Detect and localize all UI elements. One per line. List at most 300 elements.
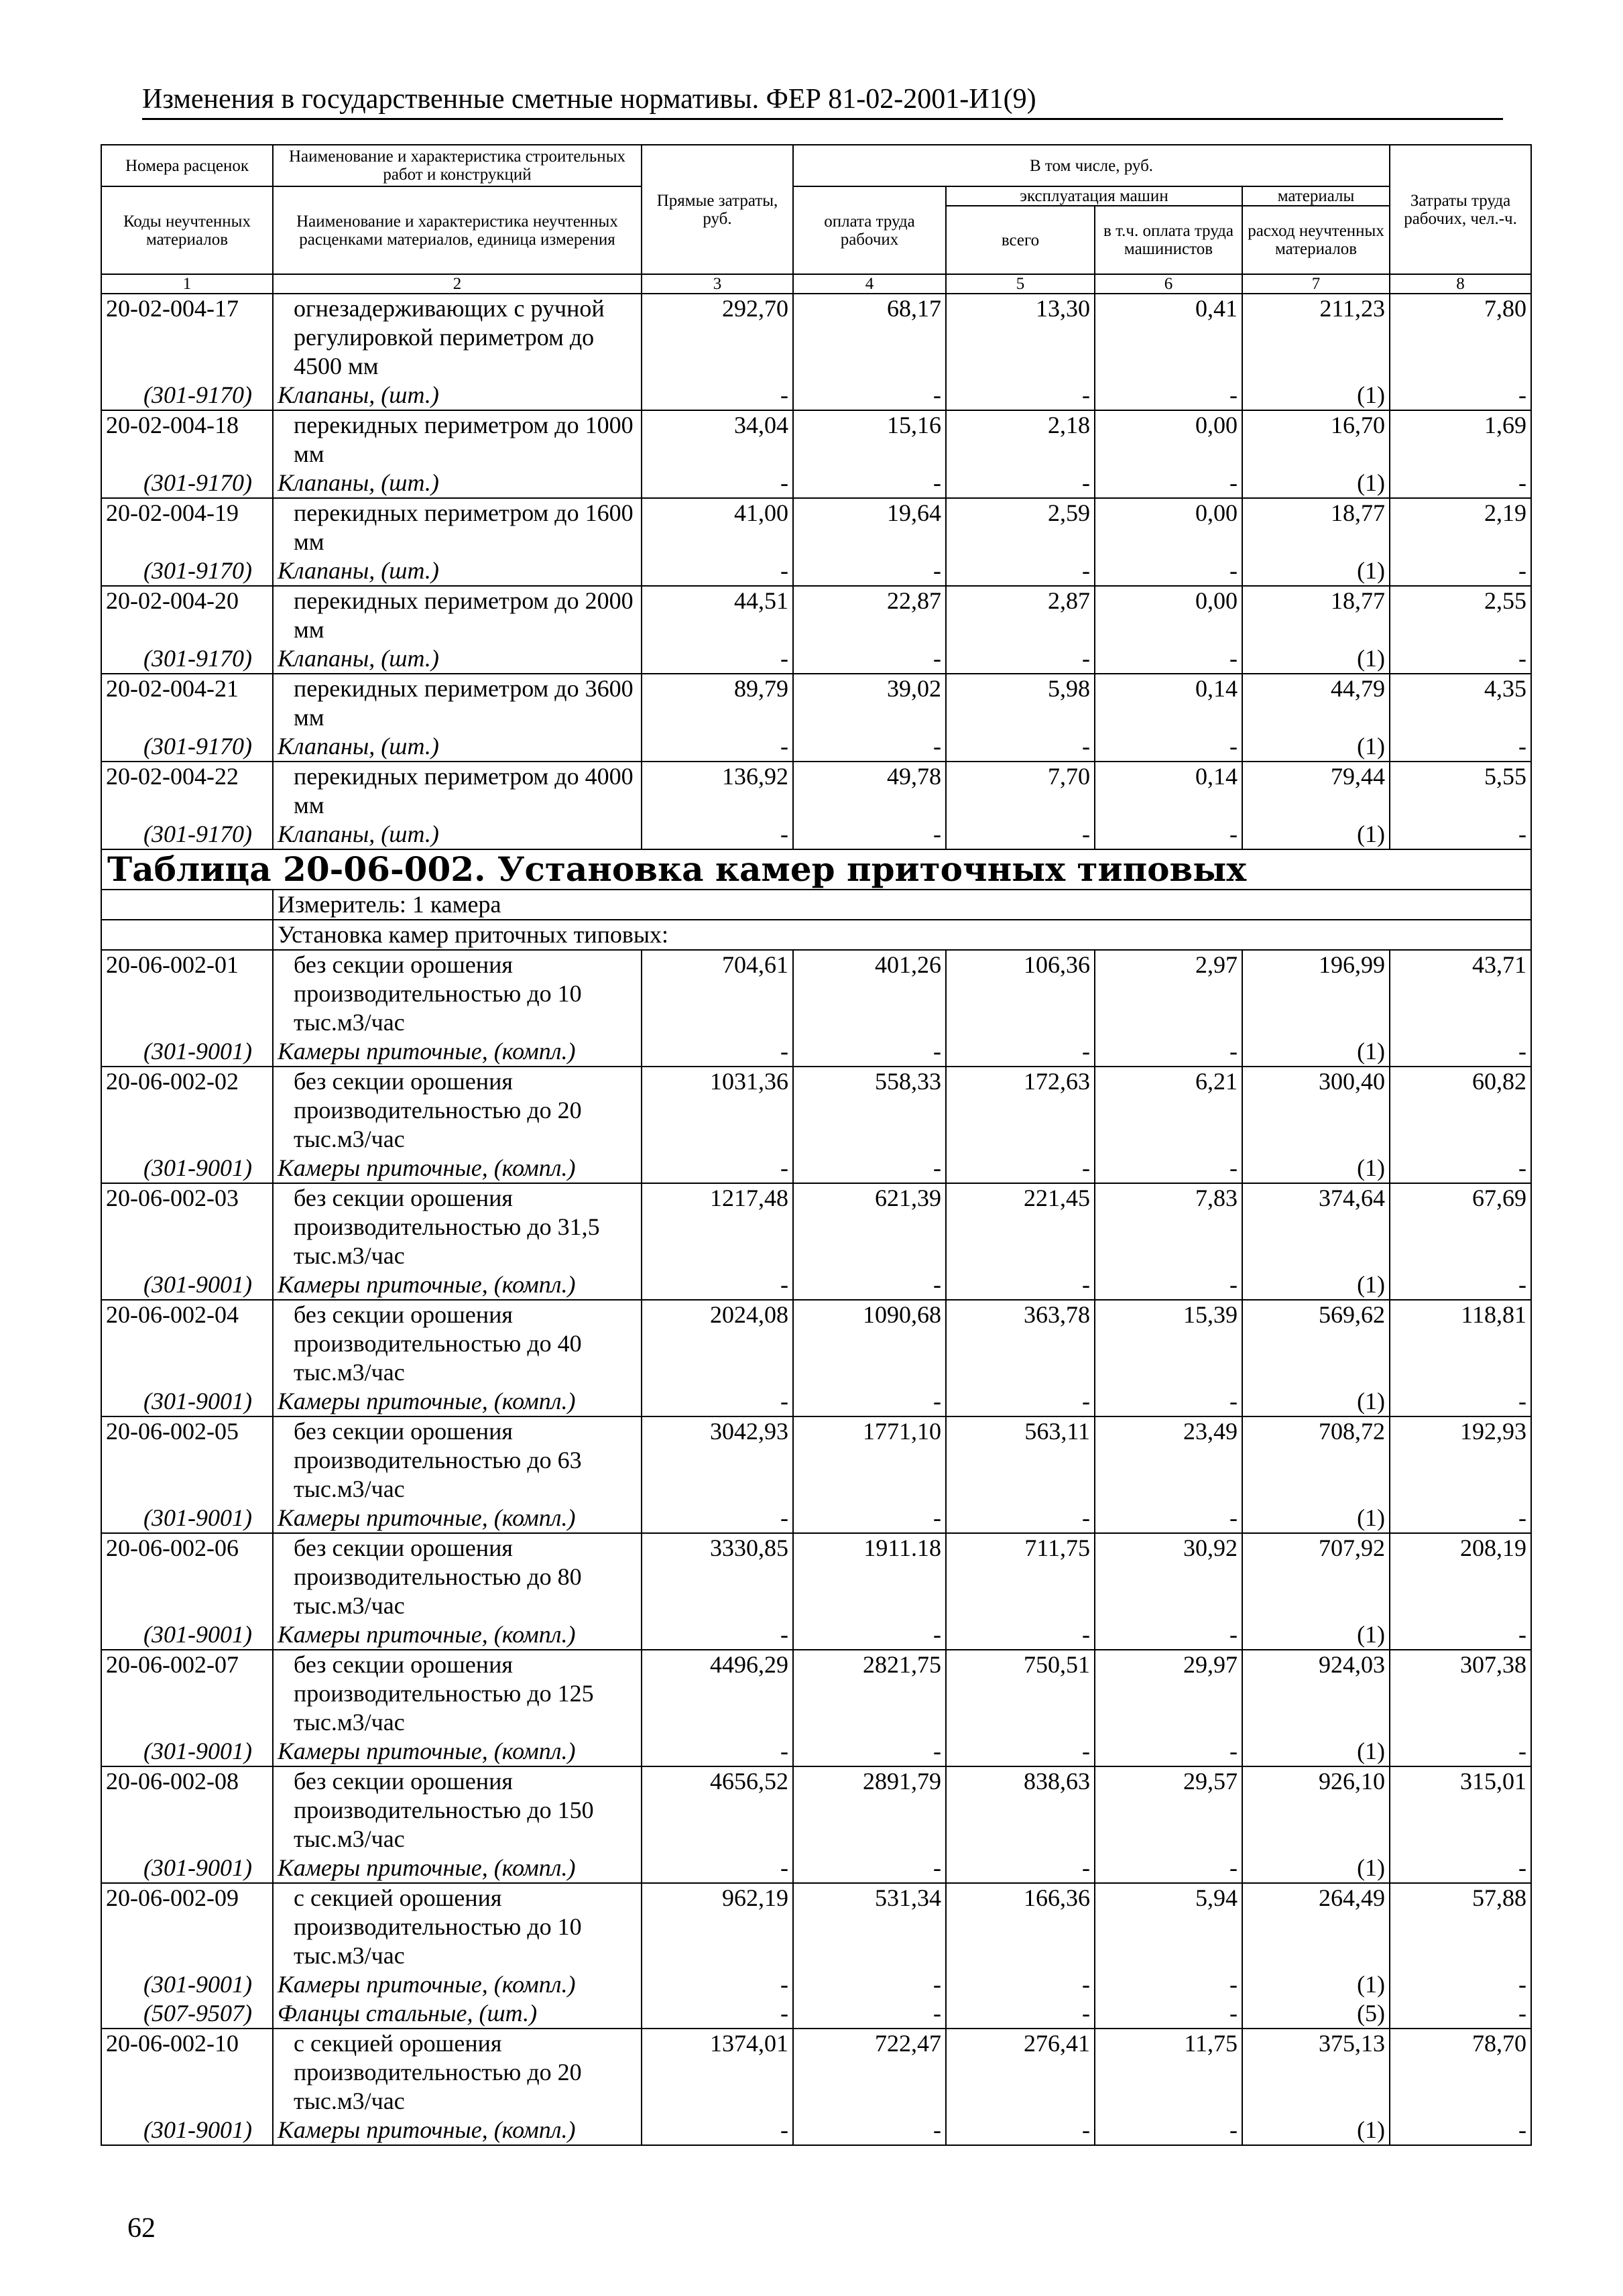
material-name: Камеры приточные, (компл.) <box>273 1154 642 1183</box>
material-value: - <box>1095 469 1242 498</box>
material-code: (301-9170) <box>101 732 273 762</box>
material-value: - <box>642 644 793 674</box>
table-meter: Измеритель: 1 камера <box>273 890 1531 920</box>
rate-code: 20-02-004-20 <box>101 586 273 644</box>
rate-value: 264,49 <box>1242 1883 1390 1970</box>
material-value: - <box>793 1970 946 1999</box>
col-machines-total-header: всего <box>946 206 1095 274</box>
col-materials-header: материалы <box>1242 186 1390 206</box>
material-row <box>101 381 1531 410</box>
material-value: - <box>642 1037 793 1067</box>
material-value: - <box>793 1154 946 1183</box>
rate-value: 2821,75 <box>793 1650 946 1737</box>
material-value: - <box>946 1387 1095 1416</box>
material-name: Фланцы стальные, (шт.) <box>273 1999 642 2029</box>
rate-value: 41,00 <box>642 498 793 556</box>
material-value: - <box>793 1854 946 1883</box>
rate-value: 0,00 <box>1095 410 1242 469</box>
rate-value: 1374,01 <box>642 2029 793 2116</box>
material-value: - <box>946 1999 1095 2029</box>
rate-value: 558,33 <box>793 1067 946 1154</box>
material-value: - <box>946 1154 1095 1183</box>
material-name: Камеры приточные, (компл.) <box>273 1504 642 1533</box>
rate-value: 67,69 <box>1390 1183 1531 1270</box>
column-number: 7 <box>1242 274 1390 294</box>
rate-value: 39,02 <box>793 674 946 732</box>
rates-table <box>101 144 1532 2146</box>
material-code: (301-9170) <box>101 644 273 674</box>
material-value: (5) <box>1242 1999 1390 2029</box>
material-code: (301-9001) <box>101 1970 273 1999</box>
rate-value: 44,79 <box>1242 674 1390 732</box>
material-value: - <box>642 556 793 586</box>
rate-value: 1031,36 <box>642 1067 793 1154</box>
material-code: (507-9507) <box>101 1999 273 2029</box>
material-value: - <box>946 1970 1095 1999</box>
rate-value: 7,70 <box>946 762 1095 820</box>
rate-name: перекидных периметром до 3600 мм <box>273 674 642 732</box>
material-row <box>101 1037 1531 1067</box>
group-title: Установка камер приточных типовых: <box>273 920 1531 950</box>
material-value: - <box>1390 1387 1531 1416</box>
material-value: - <box>1095 1504 1242 1533</box>
rate-row <box>101 586 1531 644</box>
material-value: - <box>642 1504 793 1533</box>
col-labor-header: Затраты труда рабочих, чел.-ч. <box>1390 145 1531 274</box>
material-value: - <box>1390 1999 1531 2029</box>
rate-value: 15,39 <box>1095 1300 1242 1387</box>
material-value: - <box>793 1270 946 1300</box>
rate-name: без секции орошения производительностью до 125 тыс.м3/час <box>273 1650 642 1737</box>
material-value: - <box>642 1154 793 1183</box>
material-value: - <box>946 644 1095 674</box>
material-value: - <box>793 1387 946 1416</box>
material-name: Камеры приточные, (компл.) <box>273 1037 642 1067</box>
material-value: - <box>1390 1504 1531 1533</box>
material-value: - <box>793 732 946 762</box>
material-row <box>101 1620 1531 1650</box>
rate-row <box>101 410 1531 469</box>
rate-value: 838,63 <box>946 1766 1095 1854</box>
material-value: - <box>946 381 1095 410</box>
rate-code: 20-02-004-21 <box>101 674 273 732</box>
rate-row <box>101 674 1531 732</box>
rate-name: без секции орошения производительностью до 31,5 тыс.м3/час <box>273 1183 642 1270</box>
rate-value: 22,87 <box>793 586 946 644</box>
rate-value: 2,55 <box>1390 586 1531 644</box>
material-value: - <box>793 644 946 674</box>
material-row <box>101 1970 1531 1999</box>
material-value: - <box>1095 1999 1242 2029</box>
rate-code: 20-06-002-01 <box>101 950 273 1037</box>
material-row <box>101 2116 1531 2145</box>
material-value: - <box>793 1504 946 1533</box>
material-name: Камеры приточные, (компл.) <box>273 1270 642 1300</box>
column-number: 8 <box>1390 274 1531 294</box>
rate-code: 20-06-002-03 <box>101 1183 273 1270</box>
material-value: - <box>642 2116 793 2145</box>
page-number: 62 <box>127 2213 156 2244</box>
material-value: - <box>1390 1970 1531 1999</box>
rate-value: 13,30 <box>946 294 1095 381</box>
rate-value: 1771,10 <box>793 1416 946 1504</box>
material-value: - <box>1390 2116 1531 2145</box>
material-value: (1) <box>1242 1620 1390 1650</box>
rate-value: 11,75 <box>1095 2029 1242 2116</box>
material-value: - <box>793 381 946 410</box>
material-name: Клапаны, (шт.) <box>273 820 642 849</box>
material-code: (301-9170) <box>101 469 273 498</box>
rate-value: 18,77 <box>1242 586 1390 644</box>
material-value: - <box>1095 381 1242 410</box>
material-code: (301-9001) <box>101 1270 273 1300</box>
material-name: Клапаны, (шт.) <box>273 556 642 586</box>
material-value: - <box>1095 1154 1242 1183</box>
col-material-consumption-header: расход неучтенных материалов <box>1242 206 1390 274</box>
rate-value: 621,39 <box>793 1183 946 1270</box>
rate-row <box>101 1300 1531 1387</box>
rate-name: с секцией орошения производительностью до 20 тыс.м3/час <box>273 2029 642 2116</box>
col-group-header: В том числе, руб. <box>793 145 1390 186</box>
material-value: - <box>642 381 793 410</box>
rate-value: 78,70 <box>1390 2029 1531 2116</box>
rate-value: 34,04 <box>642 410 793 469</box>
rate-code: 20-06-002-10 <box>101 2029 273 2116</box>
rate-value: 401,26 <box>793 950 946 1037</box>
rate-value: 172,63 <box>946 1067 1095 1154</box>
rate-code: 20-02-004-17 <box>101 294 273 381</box>
rate-value: 16,70 <box>1242 410 1390 469</box>
material-value: - <box>793 469 946 498</box>
material-value: - <box>642 469 793 498</box>
material-value: - <box>1095 1620 1242 1650</box>
material-value: - <box>793 1999 946 2029</box>
rate-value: 2,18 <box>946 410 1095 469</box>
col-machinist-pay-header: в т.ч. оплата труда машинистов <box>1095 206 1242 274</box>
rate-value: 18,77 <box>1242 498 1390 556</box>
material-value: - <box>1390 644 1531 674</box>
rate-value: 276,41 <box>946 2029 1095 2116</box>
rate-value: 375,13 <box>1242 2029 1390 2116</box>
material-code: (301-9001) <box>101 1504 273 1533</box>
material-value: - <box>946 1737 1095 1766</box>
rate-code: 20-06-002-07 <box>101 1650 273 1737</box>
material-row <box>101 644 1531 674</box>
rate-row <box>101 2029 1531 2116</box>
material-row <box>101 1270 1531 1300</box>
rate-value: 2,59 <box>946 498 1095 556</box>
material-value: - <box>793 1037 946 1067</box>
rate-value: 29,97 <box>1095 1650 1242 1737</box>
material-code: (301-9001) <box>101 1854 273 1883</box>
material-value: - <box>946 469 1095 498</box>
rate-value: 315,01 <box>1390 1766 1531 1854</box>
rate-value: 0,14 <box>1095 674 1242 732</box>
rate-value: 374,64 <box>1242 1183 1390 1270</box>
material-value: - <box>1390 820 1531 849</box>
material-value: - <box>793 2116 946 2145</box>
material-value: - <box>642 1737 793 1766</box>
material-code: (301-9001) <box>101 1620 273 1650</box>
rate-code: 20-02-004-19 <box>101 498 273 556</box>
rate-value: 4,35 <box>1390 674 1531 732</box>
material-value: - <box>1390 1737 1531 1766</box>
material-value: (1) <box>1242 469 1390 498</box>
material-value: - <box>1390 732 1531 762</box>
rate-value: 19,64 <box>793 498 946 556</box>
rate-code: 20-06-002-08 <box>101 1766 273 1854</box>
material-value: - <box>1390 381 1531 410</box>
material-value: - <box>642 1387 793 1416</box>
rate-value: 192,93 <box>1390 1416 1531 1504</box>
material-name: Камеры приточные, (компл.) <box>273 2116 642 2145</box>
rate-value: 7,83 <box>1095 1183 1242 1270</box>
material-value: - <box>642 1854 793 1883</box>
rate-value: 750,51 <box>946 1650 1095 1737</box>
material-value: - <box>1095 1387 1242 1416</box>
rate-value: 2891,79 <box>793 1766 946 1854</box>
rate-value: 23,49 <box>1095 1416 1242 1504</box>
material-value: - <box>946 1620 1095 1650</box>
rate-value: 60,82 <box>1390 1067 1531 1154</box>
material-value: - <box>642 732 793 762</box>
rate-value: 0,00 <box>1095 586 1242 644</box>
material-value: - <box>793 1620 946 1650</box>
material-name: Камеры приточные, (компл.) <box>273 1737 642 1766</box>
material-code: (301-9001) <box>101 1154 273 1183</box>
rate-row <box>101 950 1531 1037</box>
rate-value: 208,19 <box>1390 1533 1531 1620</box>
material-code: (301-9001) <box>101 1387 273 1416</box>
material-value: - <box>946 1037 1095 1067</box>
material-value: - <box>946 1270 1095 1300</box>
rate-value: 1,69 <box>1390 410 1531 469</box>
material-value: - <box>1095 556 1242 586</box>
rate-value: 5,55 <box>1390 762 1531 820</box>
material-row <box>101 732 1531 762</box>
material-value: - <box>1390 1854 1531 1883</box>
rate-value: 211,23 <box>1242 294 1390 381</box>
material-code: (301-9170) <box>101 820 273 849</box>
rate-value: 2,97 <box>1095 950 1242 1037</box>
material-row <box>101 1154 1531 1183</box>
rate-name: с секцией орошения производительностью до 10 тыс.м3/час <box>273 1883 642 1970</box>
rate-name: без секции орошения производительностью до 150 тыс.м3/час <box>273 1766 642 1854</box>
rate-value: 2,87 <box>946 586 1095 644</box>
material-value: (1) <box>1242 1270 1390 1300</box>
material-value: - <box>946 556 1095 586</box>
material-value: - <box>946 2116 1095 2145</box>
material-value: - <box>946 1504 1095 1533</box>
material-value: - <box>642 1999 793 2029</box>
rate-value: 5,98 <box>946 674 1095 732</box>
rate-code: 20-06-002-05 <box>101 1416 273 1504</box>
rate-row <box>101 1067 1531 1154</box>
col-machines-header: эксплуатация машин <box>946 186 1242 206</box>
col-direct-costs-header: Прямые затраты, руб. <box>642 145 793 274</box>
column-number-row <box>101 274 1531 294</box>
material-value: - <box>1095 1737 1242 1766</box>
material-value: - <box>946 732 1095 762</box>
material-name: Клапаны, (шт.) <box>273 732 642 762</box>
rate-value: 722,47 <box>793 2029 946 2116</box>
rate-value: 2024,08 <box>642 1300 793 1387</box>
column-number: 1 <box>101 274 273 294</box>
material-name: Камеры приточные, (компл.) <box>273 1620 642 1650</box>
material-value: (1) <box>1242 1504 1390 1533</box>
rate-name: перекидных периметром до 4000 мм <box>273 762 642 820</box>
material-value: (1) <box>1242 1970 1390 1999</box>
material-name: Камеры приточные, (компл.) <box>273 1854 642 1883</box>
rate-value: 4656,52 <box>642 1766 793 1854</box>
material-value: - <box>1390 556 1531 586</box>
rate-value: 3330,85 <box>642 1533 793 1620</box>
rate-row <box>101 762 1531 820</box>
rate-code: 20-06-002-09 <box>101 1883 273 1970</box>
material-value: - <box>1095 1970 1242 1999</box>
rate-code: 20-02-004-22 <box>101 762 273 820</box>
rate-value: 29,57 <box>1095 1766 1242 1854</box>
rate-value: 711,75 <box>946 1533 1095 1620</box>
rate-value: 136,92 <box>642 762 793 820</box>
rate-row <box>101 1883 1531 1970</box>
rate-name: без секции орошения производительностью до 80 тыс.м3/час <box>273 1533 642 1620</box>
rate-value: 962,19 <box>642 1883 793 1970</box>
material-row <box>101 469 1531 498</box>
rate-value: 166,36 <box>946 1883 1095 1970</box>
rate-value: 4496,29 <box>642 1650 793 1737</box>
material-value: (1) <box>1242 1854 1390 1883</box>
material-code: (301-9001) <box>101 2116 273 2145</box>
rate-value: 708,72 <box>1242 1416 1390 1504</box>
rate-value: 924,03 <box>1242 1650 1390 1737</box>
material-value: (1) <box>1242 2116 1390 2145</box>
material-value: - <box>642 1620 793 1650</box>
rate-name: без секции орошения производительностью до 40 тыс.м3/час <box>273 1300 642 1387</box>
col-worker-pay-header: оплата труда рабочих <box>793 186 946 274</box>
material-value: - <box>1095 732 1242 762</box>
rate-value: 68,17 <box>793 294 946 381</box>
material-value: (1) <box>1242 1154 1390 1183</box>
material-code: (301-9001) <box>101 1737 273 1766</box>
rate-row <box>101 1183 1531 1270</box>
rate-row <box>101 294 1531 381</box>
rate-value: 43,71 <box>1390 950 1531 1037</box>
rate-value: 196,99 <box>1242 950 1390 1037</box>
material-row <box>101 1387 1531 1416</box>
material-code: (301-9170) <box>101 381 273 410</box>
column-number: 6 <box>1095 274 1242 294</box>
rate-value: 44,51 <box>642 586 793 644</box>
rate-value: 363,78 <box>946 1300 1095 1387</box>
rate-row <box>101 1533 1531 1620</box>
material-value: (1) <box>1242 1737 1390 1766</box>
rate-code: 20-06-002-04 <box>101 1300 273 1387</box>
material-value: (1) <box>1242 1037 1390 1067</box>
material-value: - <box>642 820 793 849</box>
material-value: - <box>1390 1620 1531 1650</box>
material-value: - <box>1095 2116 1242 2145</box>
rate-name: без секции орошения производительностью до 63 тыс.м3/час <box>273 1416 642 1504</box>
material-value: - <box>793 820 946 849</box>
material-value: - <box>1095 1854 1242 1883</box>
rate-value: 6,21 <box>1095 1067 1242 1154</box>
rate-value: 0,41 <box>1095 294 1242 381</box>
rate-name: огнезадерживающих с ручной регулировкой периметром до 4500 мм <box>273 294 642 381</box>
rate-value: 79,44 <box>1242 762 1390 820</box>
material-value: - <box>1390 1154 1531 1183</box>
material-value: - <box>1095 820 1242 849</box>
material-value: - <box>1095 1270 1242 1300</box>
material-code: (301-9001) <box>101 1037 273 1067</box>
rate-code: 20-06-002-06 <box>101 1533 273 1620</box>
rate-value: 57,88 <box>1390 1883 1531 1970</box>
rate-row <box>101 1650 1531 1737</box>
rate-code: 20-06-002-02 <box>101 1067 273 1154</box>
material-name: Камеры приточные, (компл.) <box>273 1387 642 1416</box>
material-name: Клапаны, (шт.) <box>273 381 642 410</box>
rate-value: 2,19 <box>1390 498 1531 556</box>
rate-row <box>101 498 1531 556</box>
col-rate-number-header: Номера расценок <box>101 145 273 186</box>
rate-value: 531,34 <box>793 1883 946 1970</box>
section-20-06-002 <box>101 950 1531 2145</box>
rate-value: 221,45 <box>946 1183 1095 1270</box>
rate-name: перекидных периметром до 2000 мм <box>273 586 642 644</box>
rate-value: 30,92 <box>1095 1533 1242 1620</box>
rate-row <box>101 1766 1531 1854</box>
material-value: - <box>793 556 946 586</box>
rate-name: перекидных периметром до 1000 мм <box>273 410 642 469</box>
material-row <box>101 820 1531 849</box>
rate-name: без секции орошения производительностью до 10 тыс.м3/час <box>273 950 642 1037</box>
rate-name: без секции орошения производительностью до 20 тыс.м3/час <box>273 1067 642 1154</box>
rate-value: 106,36 <box>946 950 1095 1037</box>
material-value: (1) <box>1242 820 1390 849</box>
col-work-name-header: Наименование и характеристика строительных работ и конструкций <box>273 145 642 186</box>
material-row <box>101 1999 1531 2029</box>
material-row <box>101 1737 1531 1766</box>
col-material-code-header: Коды неучтенных материалов <box>101 186 273 274</box>
material-value: - <box>946 1854 1095 1883</box>
rate-value: 926,10 <box>1242 1766 1390 1854</box>
rate-value: 89,79 <box>642 674 793 732</box>
rate-value: 563,11 <box>946 1416 1095 1504</box>
rate-value: 1090,68 <box>793 1300 946 1387</box>
rate-code: 20-02-004-18 <box>101 410 273 469</box>
rate-value: 5,94 <box>1095 1883 1242 1970</box>
rate-value: 15,16 <box>793 410 946 469</box>
material-value: - <box>1390 1037 1531 1067</box>
rate-value: 1911.18 <box>793 1533 946 1620</box>
material-name: Камеры приточные, (компл.) <box>273 1970 642 1999</box>
material-row <box>101 556 1531 586</box>
material-value: (1) <box>1242 556 1390 586</box>
material-value: (1) <box>1242 644 1390 674</box>
rate-value: 7,80 <box>1390 294 1531 381</box>
material-value: - <box>1095 1037 1242 1067</box>
col-material-name-header: Наименование и характеристика неучтенных расценками материалов, единица измерения <box>273 186 642 274</box>
material-value: - <box>642 1270 793 1300</box>
material-value: - <box>1390 1270 1531 1300</box>
material-value: (1) <box>1242 381 1390 410</box>
rate-value: 704,61 <box>642 950 793 1037</box>
table-20-06-002-heading <box>101 849 1531 950</box>
rate-value: 118,81 <box>1390 1300 1531 1387</box>
rate-name: перекидных периметром до 1600 мм <box>273 498 642 556</box>
rate-value: 307,38 <box>1390 1650 1531 1737</box>
material-value: - <box>1095 644 1242 674</box>
